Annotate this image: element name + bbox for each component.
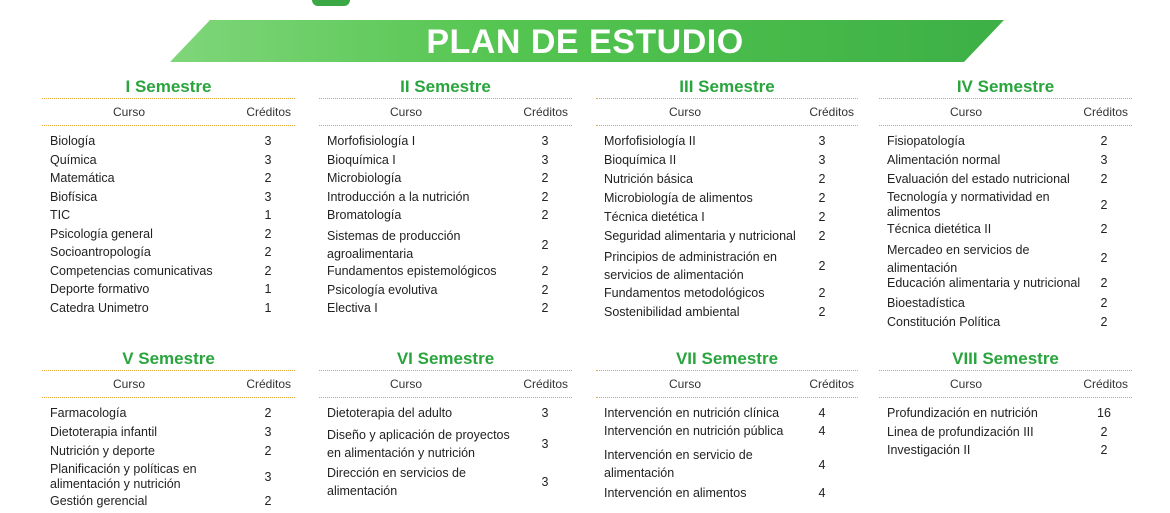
course-name: Linea de profundización III bbox=[887, 424, 1034, 439]
course-row bbox=[42, 208, 295, 227]
table-header bbox=[596, 371, 858, 397]
semester-title: II Semestre bbox=[400, 77, 491, 96]
page-title: PLAN DE ESTUDIO bbox=[426, 23, 744, 61]
course-row bbox=[879, 296, 1132, 315]
course-credits: 2 bbox=[264, 443, 272, 458]
course-credits: 2 bbox=[541, 189, 549, 204]
course-credits: 2 bbox=[264, 226, 272, 241]
course-row bbox=[596, 191, 858, 210]
course-credits: 2 bbox=[541, 263, 549, 278]
course-list bbox=[42, 134, 295, 319]
course-credits: 2 bbox=[541, 301, 549, 315]
course-row bbox=[42, 245, 295, 264]
dotted-divider bbox=[596, 397, 858, 398]
course-name: Dirección en servicios de alimentación bbox=[327, 466, 466, 498]
course-credits: 3 bbox=[1100, 152, 1108, 167]
table-header bbox=[42, 99, 295, 125]
course-row bbox=[879, 276, 1132, 296]
course-name: Morfofisiología II bbox=[604, 134, 696, 148]
course-name: Bioquímica II bbox=[604, 152, 677, 167]
course-name: Intervención en nutrición pública bbox=[604, 424, 784, 438]
semester-block bbox=[879, 348, 1132, 462]
semester-title: V Semestre bbox=[122, 349, 215, 368]
course-credits: 2 bbox=[264, 245, 272, 259]
course-name: Educación alimentaria y nutricional bbox=[887, 276, 1081, 290]
course-credits: 2 bbox=[818, 190, 826, 205]
semester-block bbox=[596, 348, 858, 506]
semester-block bbox=[879, 76, 1132, 334]
course-name: Técnica dietética II bbox=[887, 222, 992, 236]
course-row bbox=[319, 426, 572, 464]
dotted-divider bbox=[319, 397, 572, 398]
course-list bbox=[319, 134, 572, 320]
semester-title: III Semestre bbox=[679, 77, 775, 96]
column-header-course: Curso bbox=[669, 377, 702, 391]
course-credits: 3 bbox=[264, 470, 272, 484]
course-list bbox=[879, 406, 1132, 462]
course-name: Catedra Unimetro bbox=[50, 300, 149, 315]
column-header-course: Curso bbox=[950, 105, 983, 119]
course-name: Intervención en alimentos bbox=[604, 486, 747, 500]
semester-block bbox=[42, 348, 295, 513]
course-row bbox=[42, 134, 295, 153]
course-row bbox=[319, 264, 572, 283]
course-name: TIC bbox=[50, 208, 71, 222]
course-credits: 2 bbox=[818, 304, 826, 319]
course-name: Sostenibilidad ambiental bbox=[604, 304, 740, 319]
course-name: Fisiopatología bbox=[887, 134, 965, 148]
course-credits: 1 bbox=[264, 282, 272, 296]
column-header-credits: Créditos bbox=[809, 377, 854, 391]
semester-block bbox=[319, 348, 572, 502]
course-credits: 4 bbox=[818, 486, 826, 500]
course-credits: 3 bbox=[264, 152, 272, 167]
course-name: Tecnología y normatividad en alimentos bbox=[887, 190, 1050, 219]
course-credits: 2 bbox=[541, 237, 549, 252]
course-name: Competencias comunicativas bbox=[50, 263, 213, 278]
course-name: Psicología evolutiva bbox=[327, 282, 438, 297]
course-credits: 2 bbox=[1100, 222, 1108, 236]
course-name: Investigación II bbox=[887, 443, 971, 457]
course-row bbox=[596, 486, 858, 506]
course-row bbox=[596, 305, 858, 324]
course-row bbox=[879, 134, 1132, 153]
course-credits: 1 bbox=[264, 208, 272, 222]
course-row bbox=[879, 406, 1132, 425]
course-name: Bioquímica I bbox=[327, 152, 396, 167]
course-row bbox=[596, 248, 858, 286]
course-name: Nutrición básica bbox=[604, 171, 693, 186]
course-credits: 2 bbox=[1100, 443, 1108, 457]
course-credits: 3 bbox=[541, 134, 549, 148]
semester-title: VIII Semestre bbox=[952, 349, 1059, 368]
course-row bbox=[42, 444, 295, 463]
course-row bbox=[879, 443, 1132, 462]
course-name: Farmacología bbox=[50, 406, 127, 420]
course-name: Microbiología de alimentos bbox=[604, 190, 753, 205]
course-row bbox=[319, 464, 572, 502]
course-credits: 3 bbox=[264, 189, 272, 204]
dotted-divider bbox=[879, 397, 1132, 398]
course-row bbox=[42, 282, 295, 301]
course-name: Mercadeo en servicios de alimentación bbox=[887, 243, 1030, 275]
table-header bbox=[596, 99, 858, 125]
course-credits: 3 bbox=[541, 437, 549, 451]
course-list bbox=[879, 134, 1132, 334]
course-credits: 2 bbox=[1100, 134, 1108, 148]
course-credits: 16 bbox=[1097, 406, 1111, 420]
course-name: Microbiología bbox=[327, 171, 402, 185]
course-list bbox=[596, 406, 858, 506]
course-name: Técnica dietética I bbox=[604, 209, 705, 224]
course-name: Biología bbox=[50, 134, 96, 148]
course-row bbox=[42, 153, 295, 172]
course-row bbox=[596, 229, 858, 248]
course-row bbox=[596, 446, 858, 486]
course-name: Intervención en nutrición clínica bbox=[604, 406, 780, 420]
course-row bbox=[319, 406, 572, 426]
course-credits: 4 bbox=[818, 424, 826, 438]
course-row bbox=[42, 264, 295, 283]
column-header-credits: Créditos bbox=[809, 105, 854, 119]
column-header-course: Curso bbox=[390, 377, 423, 391]
course-credits: 3 bbox=[541, 475, 549, 489]
course-row bbox=[879, 315, 1132, 334]
course-name: Electiva I bbox=[327, 301, 378, 315]
course-credits: 2 bbox=[818, 258, 826, 273]
column-header-course: Curso bbox=[113, 105, 146, 119]
course-credits: 2 bbox=[264, 171, 272, 185]
course-credits: 2 bbox=[1100, 424, 1108, 439]
course-name: Psicología general bbox=[50, 226, 153, 241]
course-name: Constitución Política bbox=[887, 314, 1001, 329]
course-name: Nutrición y deporte bbox=[50, 443, 155, 458]
course-row bbox=[319, 171, 572, 190]
table-header bbox=[42, 371, 295, 397]
course-row bbox=[879, 241, 1132, 276]
course-row bbox=[319, 227, 572, 264]
column-header-course: Curso bbox=[113, 377, 146, 391]
course-name: Intervención en servicio de alimentación bbox=[604, 448, 753, 480]
course-row bbox=[596, 172, 858, 191]
course-credits: 4 bbox=[818, 406, 826, 420]
course-credits: 1 bbox=[264, 300, 272, 315]
course-row bbox=[319, 190, 572, 209]
course-row bbox=[42, 171, 295, 190]
table-header bbox=[879, 371, 1132, 397]
course-row bbox=[42, 301, 295, 320]
course-row bbox=[596, 134, 858, 153]
course-name: Introducción a la nutrición bbox=[327, 189, 470, 204]
course-name: Sistemas de producción agroalimentaria bbox=[327, 228, 461, 261]
table-header bbox=[879, 99, 1132, 125]
dotted-divider bbox=[42, 125, 295, 126]
header-banner bbox=[0, 0, 1170, 70]
logo-fragment bbox=[312, 0, 350, 6]
column-header-credits: Créditos bbox=[246, 377, 291, 391]
course-credits: 2 bbox=[1100, 251, 1108, 265]
course-row bbox=[319, 134, 572, 153]
course-name: Diseño y aplicación de proyectos en alimentación y nutrición bbox=[327, 428, 510, 460]
dotted-divider bbox=[596, 125, 858, 126]
course-row bbox=[42, 406, 295, 425]
course-list bbox=[319, 406, 572, 502]
semester-title: IV Semestre bbox=[956, 77, 1055, 96]
course-credits: 4 bbox=[818, 458, 826, 472]
table-header bbox=[319, 99, 572, 125]
course-credits: 2 bbox=[541, 282, 549, 297]
dotted-divider bbox=[319, 125, 572, 126]
column-header-course: Curso bbox=[390, 105, 423, 119]
semester-block bbox=[596, 76, 858, 324]
semester-title: VII Semestre bbox=[675, 349, 779, 368]
course-name: Bioestadística bbox=[887, 295, 965, 310]
course-credits: 2 bbox=[818, 171, 826, 186]
course-credits: 3 bbox=[541, 406, 549, 420]
course-row bbox=[319, 153, 572, 172]
course-name: Biofísica bbox=[50, 189, 98, 204]
course-credits: 2 bbox=[264, 406, 272, 420]
course-name: Evaluación del estado nutricional bbox=[887, 171, 1070, 186]
course-credits: 3 bbox=[541, 152, 549, 167]
table-header bbox=[319, 371, 572, 397]
course-row bbox=[596, 210, 858, 229]
course-row bbox=[879, 222, 1132, 241]
semester-title: VI Semestre bbox=[396, 349, 495, 368]
course-name: Matemática bbox=[50, 171, 115, 185]
course-name: Fundamentos metodológicos bbox=[604, 285, 765, 300]
course-name: Principios de administración en servicios de alimentación bbox=[604, 249, 778, 282]
course-credits: 2 bbox=[818, 228, 826, 243]
course-row bbox=[319, 283, 572, 302]
course-row bbox=[42, 494, 295, 513]
course-credits: 2 bbox=[818, 285, 826, 300]
dotted-divider bbox=[879, 125, 1132, 126]
column-header-credits: Créditos bbox=[1083, 377, 1128, 391]
semester-block bbox=[319, 76, 572, 320]
course-credits: 2 bbox=[1100, 276, 1108, 290]
course-credits: 2 bbox=[264, 494, 272, 508]
course-row bbox=[42, 190, 295, 209]
course-row bbox=[319, 301, 572, 320]
course-credits: 2 bbox=[1100, 198, 1108, 212]
course-row bbox=[596, 153, 858, 172]
course-row bbox=[879, 153, 1132, 172]
column-header-credits: Créditos bbox=[246, 105, 291, 119]
course-row bbox=[596, 424, 858, 446]
course-list bbox=[596, 134, 858, 324]
course-credits: 3 bbox=[818, 152, 826, 167]
column-header-credits: Créditos bbox=[523, 105, 568, 119]
course-row bbox=[319, 208, 572, 227]
course-credits: 3 bbox=[264, 424, 272, 439]
course-credits: 3 bbox=[818, 134, 826, 148]
column-header-course: Curso bbox=[950, 377, 983, 391]
column-header-credits: Créditos bbox=[1083, 105, 1128, 119]
dotted-divider bbox=[42, 397, 295, 398]
course-name: Seguridad alimentaria y nutricional bbox=[604, 228, 796, 243]
course-name: Bromatología bbox=[327, 208, 402, 222]
course-credits: 2 bbox=[541, 171, 549, 185]
course-row bbox=[42, 462, 295, 494]
course-row bbox=[42, 425, 295, 444]
course-credits: 2 bbox=[818, 209, 826, 224]
course-row bbox=[879, 425, 1132, 444]
course-name: Dietoterapia del adulto bbox=[327, 406, 453, 420]
course-credits: 2 bbox=[1100, 295, 1108, 310]
course-credits: 2 bbox=[1100, 171, 1108, 186]
course-name: Morfofisiología I bbox=[327, 134, 416, 148]
course-name: Deporte formativo bbox=[50, 282, 150, 296]
course-credits: 3 bbox=[264, 134, 272, 148]
course-row bbox=[596, 406, 858, 424]
semester-block bbox=[42, 76, 295, 319]
course-credits: 2 bbox=[264, 263, 272, 278]
semester-title: I Semestre bbox=[125, 77, 212, 96]
course-credits: 2 bbox=[1100, 314, 1108, 329]
course-row bbox=[879, 190, 1132, 222]
course-name: Dietoterapia infantil bbox=[50, 424, 158, 439]
course-name: Socioantropología bbox=[50, 245, 151, 259]
course-row bbox=[42, 227, 295, 246]
course-name: Alimentación normal bbox=[887, 152, 1001, 167]
course-name: Fundamentos epistemológicos bbox=[327, 263, 497, 278]
column-header-credits: Créditos bbox=[523, 377, 568, 391]
column-header-course: Curso bbox=[669, 105, 702, 119]
course-credits: 2 bbox=[541, 208, 549, 222]
course-name: Química bbox=[50, 152, 97, 167]
course-row bbox=[879, 172, 1132, 191]
course-name: Gestión gerencial bbox=[50, 494, 148, 508]
course-name: Planificación y políticas en alimentación y nutrición bbox=[50, 462, 197, 491]
course-list bbox=[42, 406, 295, 513]
course-name: Profundización en nutrición bbox=[887, 406, 1038, 420]
course-row bbox=[596, 286, 858, 305]
